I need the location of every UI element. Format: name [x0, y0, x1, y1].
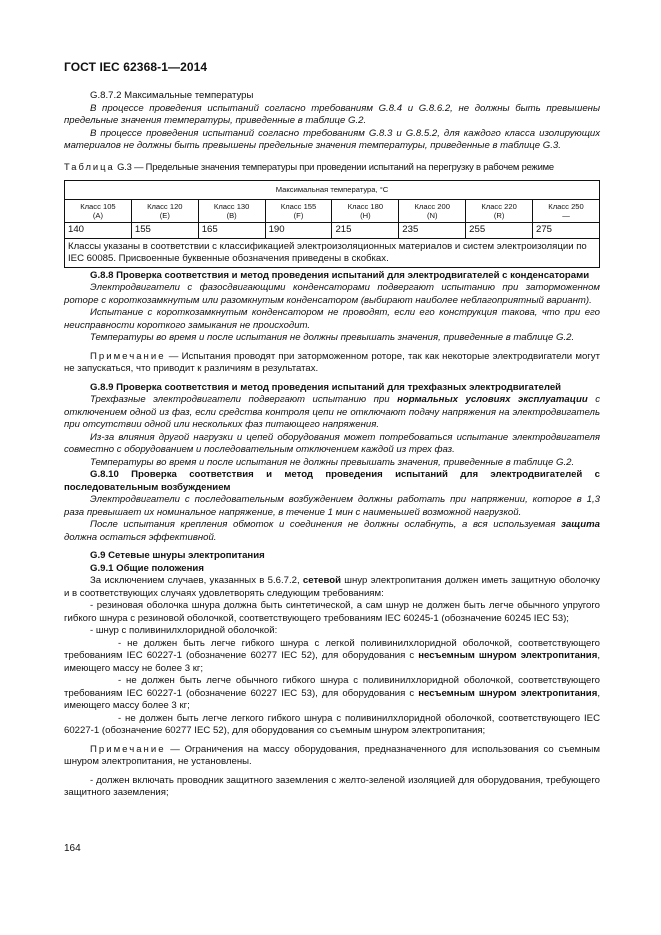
paragraph: Температуры во время и после испытания не должны превышать значения, приведенные в таблице G.2. [90, 332, 575, 343]
document-body [64, 90, 600, 800]
note-text: — Испытания проводят при заторможенном роторе, так как некоторые электродвигатели могут не запускаться, что приводит к различиям в результатах. [64, 350, 600, 374]
class-header-cell: Класс 105 (A) [65, 200, 132, 223]
defined-term: нормальных условиях эксплуатации [397, 394, 588, 405]
section-heading-g810: G.8.10 Проверка соответствия и метод проведения испытаний для электродвигателей с последовательным возбуждением [64, 469, 600, 493]
defined-term: защита [561, 519, 600, 530]
value-cell: 235 [399, 223, 466, 239]
section-heading-g91: G.9.1 Общие положения [90, 562, 204, 574]
paragraph: Электродвигатели с фазосдвигающими конденсаторами подвергают испытанию при заторможенном роторе с короткозамкнутым или разомкнутым конденсатором (выбирают наиболее неблагоприятный вариант). [64, 282, 600, 306]
section-heading-g9: G.9 Сетевые шнуры электропитания [90, 550, 265, 561]
note-label: Примечание [90, 743, 166, 755]
sub-list-item: - не должен быть легче обычного гибкого шнура с поливинилхлоридной оболочкой, соответствующего требованиям IEC 60227-1 (обозначение 60227 IEC 53), для оборудования с несъемным шнуром электропитания, имеющего массу более 3 кг; [64, 675, 600, 711]
paragraph: Испытание с короткозамкнутым конденсатором не проводят, если его конструкция такова, что при его неисправности короткого замыкания не происходит. [64, 307, 600, 331]
paragraph: Трехфазные электродвигатели подвергают испытанию при нормальных условиях эксплуатации с отключением одной из фаз, если средства контроля цепи не отключают подачу напряжения на электродвигатель при отсутствии одной или нескольких фаз питающего напряжения. [64, 394, 600, 430]
value-cell: 155 [131, 223, 198, 239]
page-number: 164 [64, 843, 81, 854]
paragraph: После испытания крепления обмоток и соединения не должны ослабнуть, а вся используемая защита должна остаться эффективной. [64, 519, 600, 543]
temperature-table [64, 180, 600, 268]
value-cell: 165 [198, 223, 265, 239]
class-header-cell: Класс 155 (F) [265, 200, 332, 223]
value-cell: 255 [466, 223, 533, 239]
list-item: - резиновая оболочка шнура должна быть синтетической, а сам шнур не должен быть легче обычного упругого гибкого шнура с резиновой оболочкой, соответствующего требованиям IEC 60245-1 (обозначение 60245 IEC 53); [64, 600, 600, 624]
value-cell: 190 [265, 223, 332, 239]
class-header-cell: Класс 200 (N) [399, 200, 466, 223]
note [64, 351, 600, 376]
class-header-cell: Класс 120 (E) [131, 200, 198, 223]
paragraph: В процессе проведения испытаний согласно требованиям G.8.3 и G.8.5.2, для каждого класса изолирующих материалов не должны быть превышены предельные значения температуры, приведенные в таблице G.3. [64, 127, 600, 151]
value-cell: 215 [332, 223, 399, 239]
class-header-cell: Класс 130 (B) [198, 200, 265, 223]
class-header-cell: Класс 220 (R) [466, 200, 533, 223]
note [64, 744, 600, 769]
paragraph: Электродвигатели с последовательным возбуждением должны работать при напряжении, которое в 1,3 раза превышает их номинальное напряжение, в течение 1 мин с наименьшей возможной нагрузкой. [64, 494, 600, 518]
paragraph: Из-за влияния другой нагрузки и цепей оборудования может потребоваться испытание электродвигателя совместно с оборудованием и последовательным отключением каждой из трех фаз. [64, 431, 600, 455]
section-heading-g872: G.8.7.2 Максимальные температуры [90, 90, 254, 101]
class-header-cell: Класс 180 (H) [332, 200, 399, 223]
paragraph: За исключением случаев, указанных в 5.6.7.2, сетевой шнур электропитания должен иметь защитную оболочку и в соответствующих случаях удовлетворять следующим требованиям: [64, 575, 600, 599]
value-cell: 275 [533, 223, 600, 239]
table-caption-text: G.3 — Предельные значения температуры при проведении испытаний на перегрузку в рабочем режиме [117, 160, 554, 172]
note-label: Примечание [90, 350, 166, 362]
defined-term: несъемным шнуром электропитания [418, 687, 598, 699]
paragraph: В процессе проведения испытаний согласно требованиям G.8.4 и G.8.6.2, не должны быть превышены предельные значения температуры, приведенные в таблице G.2. [64, 102, 600, 126]
table-caption-label: Таблица [64, 160, 115, 172]
section-heading-g89: G.8.9 Проверка соответствия и метод проведения испытаний для трехфазных электродвигателей [90, 381, 562, 393]
table-note: Классы указаны в соответствии с классификацией электроизоляционных материалов и систем электроизоляции по IEC 60085. Присвоенные буквенные обозначения приведены в скобках. [65, 238, 600, 267]
defined-term: несъемным шнуром электропитания [418, 650, 598, 661]
section-heading-g88: G.8.8 Проверка соответствия и метод проведения испытаний для электродвигателей с конденсаторами [90, 269, 590, 281]
list-item: - должен включать проводник защитного заземления с желто-зеленой изоляцией для оборудования, требующего защитного заземления; [64, 774, 600, 798]
note-text: — Ограничения на массу оборудования, предназначенного для использования со съемным шнуром электропитания, не установлены. [64, 743, 600, 767]
defined-term: сетевой [302, 575, 342, 586]
paragraph: Температуры во время и после испытания не должны превышать значения, приведенные в таблице G.2. [90, 456, 575, 468]
document-header: ГОСТ IEC 62368-1—2014 [64, 60, 208, 74]
sub-list-item: - не должен быть легче гибкого шнура с легкой поливинилхлоридной оболочкой, соответствующего требованиям IEC 60227-1 (обозначение 60277 IEC 52), для оборудования с несъемным шнуром электропитания, имеющего массу не более 3 кг; [64, 637, 600, 674]
table-caption [64, 161, 600, 174]
table-header: Максимальная температура, °С [65, 181, 600, 200]
value-cell: 140 [65, 223, 132, 239]
class-header-cell: Класс 250 — [533, 200, 600, 223]
list-item: - шнур с поливинилхлоридной оболочкой: [90, 625, 278, 636]
sub-list-item: - не должен быть легче легкого гибкого шнура с поливинилхлоридной оболочкой, соответствующего IEC 60227-1 (обозначение 60277 IEC 52), для оборудования со съемным шнуром электропитания; [64, 712, 600, 736]
